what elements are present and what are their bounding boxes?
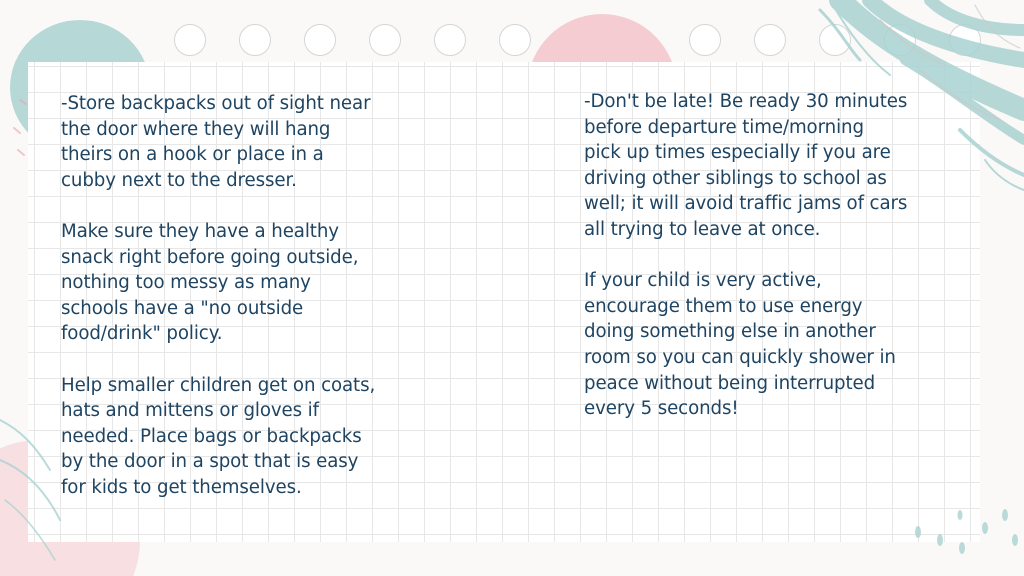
left-paragraph-3: Help smaller children get on coats, hats and mittens or gloves if needed. Place bags or backpacks by the door in a spot that is easy for kids to get themselves. (61, 374, 376, 498)
right-paragraph-1: -Don't be late! Be ready 30 minutes before departure time/morning pick up times especially if you are driving other siblings to school as well; it will avoid traffic jams of cars all trying to leave at once. (584, 91, 908, 240)
right-paragraph-2: If your child is very active, encourage them to use energy doing something else in another room so you can quickly shower in peace without being interrupted every 5 seconds! (584, 270, 896, 420)
left-paragraph-1: -Store backpacks out of sight near the door where they will hang theirs on a hook or place in a cubby next to the dresser. (61, 93, 371, 191)
right-text-column (584, 89, 944, 447)
pink-brush-marks-left (14, 100, 26, 155)
teal-brush-strokes-bottom-left (0, 420, 60, 560)
teal-dots-bottom-right (915, 509, 1018, 554)
left-paragraph-2: Make sure they have a healthy snack right before going outside, nothing too messy as many schools have a "no outside food/drink" policy. (61, 220, 359, 345)
left-text-column (61, 91, 421, 526)
